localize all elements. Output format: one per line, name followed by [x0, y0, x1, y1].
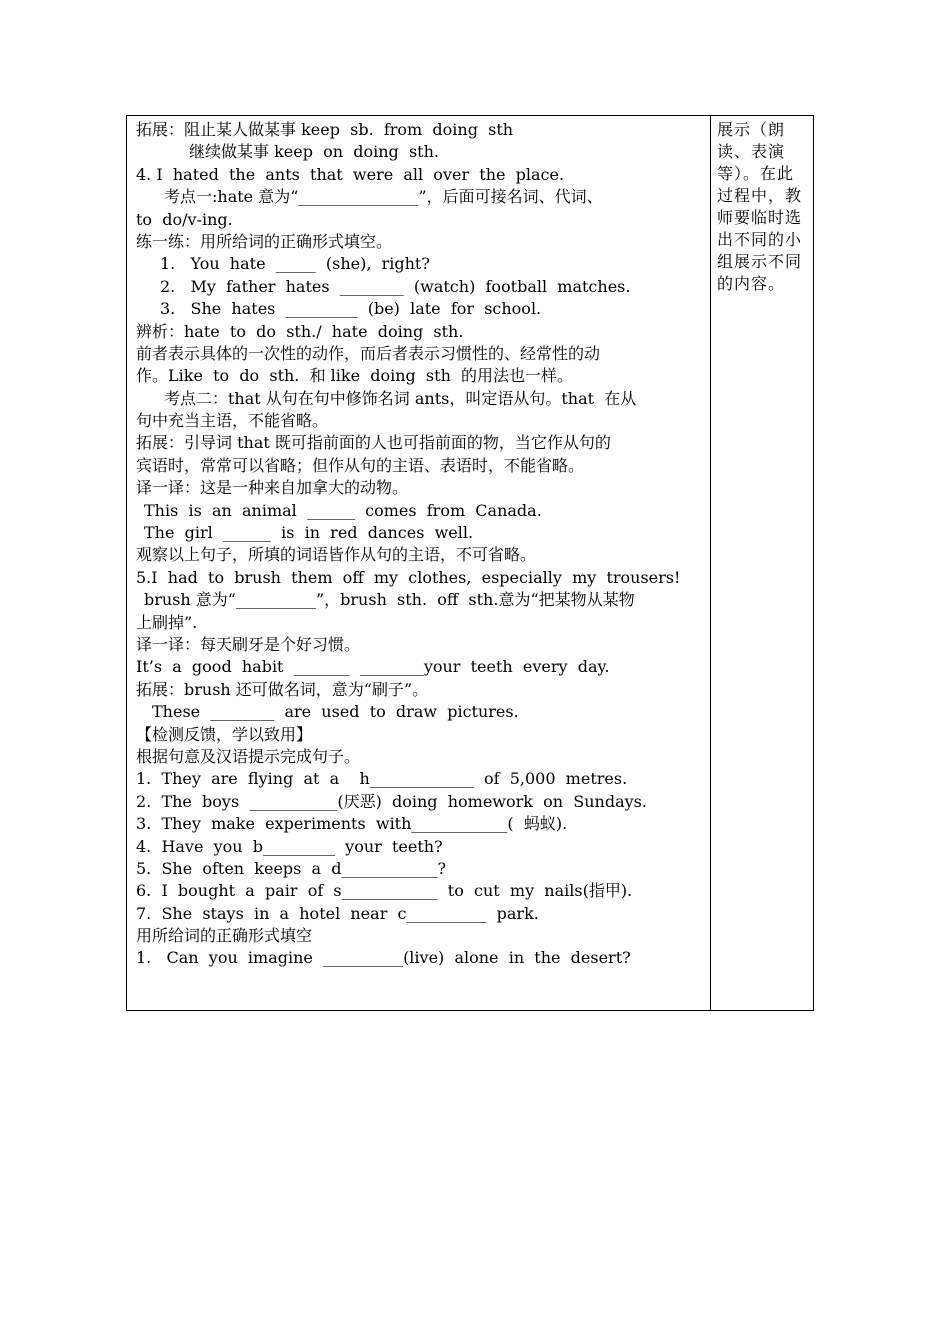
text-line: 译一译：每天刷牙是个好习惯。	[136, 634, 361, 654]
text-line: 3. She hates _________ (be) late for school.	[160, 299, 542, 319]
text-line: 句中充当主语，不能省略。	[136, 411, 329, 431]
text-line: This is an animal ______ comes from Canada.	[144, 500, 542, 520]
text-line: 3. They make experiments with____________( 蚂蚁).	[136, 814, 568, 834]
text-line: 拓展：阻止某人做某事 keep sb. from doing sth	[136, 120, 514, 139]
text-line: 5.I had to brush them off my clothes, especially my trousers!	[136, 567, 681, 587]
text-line: 上刷掉”.	[136, 612, 198, 632]
text-line: 考点一:hate 意为“_______________”，后面可接名词、代词、	[164, 187, 603, 207]
text-line: The girl ______ is in red dances well.	[144, 523, 474, 543]
text-line: 根据句意及汉语提示完成句子。	[136, 746, 361, 766]
text-line: 1. You hate _____ (she), right?	[160, 254, 430, 274]
text-line: 拓展：brush 还可做名词，意为“刷子”。	[136, 679, 429, 699]
text-line: 7. She stays in a hotel near c__________ park.	[136, 903, 539, 923]
text-line: 1. They are flying at a h_____________ of 5,000 metres.	[136, 769, 628, 789]
lesson-table	[126, 115, 814, 1011]
text-line: 2. The boys ___________(厌恶) doing homework on Sundays.	[136, 791, 647, 811]
column-divider	[710, 116, 711, 1010]
text-line: 【检测反馈，学以致用】	[136, 724, 313, 744]
text-line: It’s a good habit _______ ________your teeth every day.	[136, 657, 610, 677]
text-line: 用所给词的正确形式填空	[136, 926, 313, 946]
text-line: 4. Have you b_________ your teeth?	[136, 836, 443, 856]
text-line: 2. My father hates ________ (watch) football matches.	[160, 276, 631, 296]
text-line: 译一译：这是一种来自加拿大的动物。	[136, 478, 409, 498]
text-line: 作。Like to do sth. 和 like doing sth 的用法也一样。	[136, 366, 574, 386]
text-line: to do/v-ing.	[136, 209, 233, 229]
text-line: 5. She often keeps a d____________?	[136, 858, 447, 878]
text-line: 继续做某事 keep on doing sth.	[189, 142, 439, 162]
text-line: 练一练：用所给词的正确形式填空。	[136, 231, 393, 251]
text-line: 辨析：hate to do sth./ hate doing sth.	[136, 321, 464, 341]
side-note-cell: 展示（朗读、表演等）。在此过程中，教师要临时选出不同的小组展示不同的内容。	[717, 120, 803, 293]
main-content-cell	[136, 119, 702, 970]
text-line: 1. Can you imagine __________(live) alone in the desert?	[136, 948, 631, 968]
text-line: 考点二：that 从句在句中修饰名词 ants，叫定语从句。that 在从	[164, 388, 637, 408]
text-line: 观察以上句子，所填的词语皆作从句的主语，不可省略。	[136, 545, 537, 565]
text-line: 前者表示具体的一次性的动作，而后者表示习惯性的、经常性的动	[136, 343, 601, 363]
text-line: 拓展：引导词 that 既可指前面的人也可指前面的物，当它作从句的	[136, 433, 611, 453]
text-line: brush 意为“__________”，brush sth. off sth.意为“把某物从某物	[144, 590, 635, 610]
text-line: 6. I bought a pair of s____________ to cut my nails(指甲).	[136, 881, 633, 901]
text-line: 宾语时，常常可以省略；但作从句的主语、表语时，不能省略。	[136, 455, 585, 475]
text-line: 4. I hated the ants that were all over the place.	[136, 164, 565, 184]
text-line: These ________ are used to draw pictures.	[152, 702, 519, 722]
